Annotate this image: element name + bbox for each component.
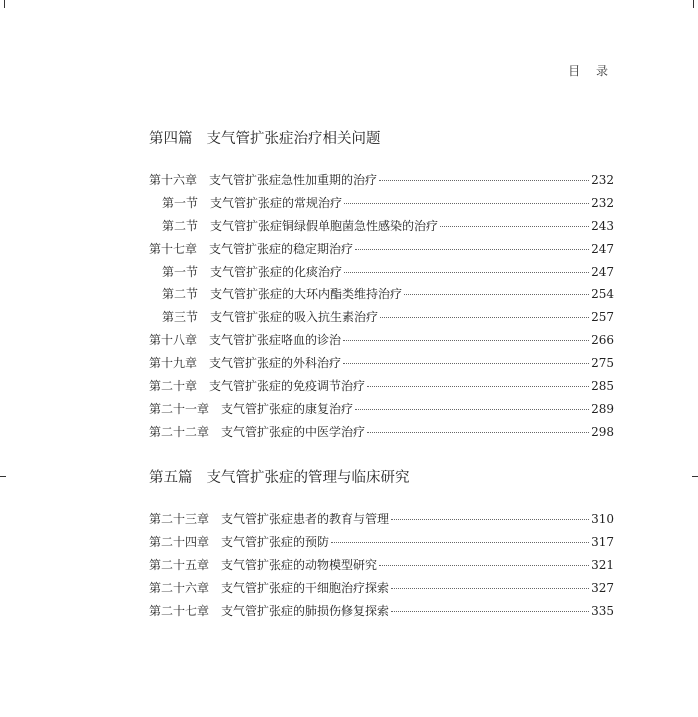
entry-page-number: 317 xyxy=(591,534,614,549)
entry-title: 支气管扩张症的大环内酯类维持治疗 xyxy=(210,287,403,302)
entry-title: 支气管扩张症的免疫调节治疗 xyxy=(209,379,366,394)
toc-chapter-entry[interactable] xyxy=(149,533,614,556)
entry-page-number: 266 xyxy=(591,333,614,348)
part-title xyxy=(149,466,410,487)
entry-page-number: 232 xyxy=(591,195,614,210)
crop-mark-mid-left xyxy=(0,476,6,477)
entry-number: 第一节 xyxy=(162,264,199,279)
dot-leader xyxy=(404,294,589,295)
dot-leader xyxy=(379,565,589,566)
entry-page-number: 257 xyxy=(591,310,614,325)
dot-leader xyxy=(440,226,589,227)
entry-page-number: 298 xyxy=(591,424,614,439)
toc-chapter-entry[interactable] xyxy=(149,331,614,354)
dot-leader xyxy=(391,588,589,589)
entry-number: 第十八章 xyxy=(149,333,198,348)
entry-page-number: 285 xyxy=(591,379,614,394)
entry-page-number: 310 xyxy=(591,512,614,526)
dot-leader xyxy=(343,340,589,341)
entry-title: 支气管扩张症患者的教育与管理 xyxy=(221,512,390,526)
toc-chapter-entry[interactable] xyxy=(149,171,614,194)
entry-title: 支气管扩张症的外科治疗 xyxy=(209,356,342,371)
entry-title: 支气管扩张症的化痰治疗 xyxy=(210,264,343,279)
entry-page-number: 335 xyxy=(591,603,614,618)
crop-mark-top-left xyxy=(4,0,5,8)
entry-page-number: 289 xyxy=(591,401,614,416)
entry-title: 支气管扩张症的常规治疗 xyxy=(210,195,343,210)
entry-title: 支气管扩张症的稳定期治疗 xyxy=(209,241,354,256)
dot-leader xyxy=(391,611,589,612)
toc-section-entry[interactable] xyxy=(149,263,614,286)
toc-chapter-entry[interactable] xyxy=(149,602,614,625)
toc-chapter-entry[interactable] xyxy=(149,579,614,602)
dot-leader xyxy=(391,519,589,520)
entry-title: 支气管扩张症咯血的诊治 xyxy=(209,333,342,348)
toc-list xyxy=(149,510,614,624)
part-number: 第五篇 xyxy=(149,470,193,486)
toc-list xyxy=(149,171,614,446)
entry-page-number: 247 xyxy=(591,241,614,256)
toc-chapter-entry[interactable] xyxy=(149,240,614,263)
toc-section-entry[interactable] xyxy=(149,308,614,331)
entry-page-number: 247 xyxy=(591,264,614,279)
entry-number: 第一节 xyxy=(162,195,199,210)
entry-page-number: 254 xyxy=(591,287,614,302)
entry-number: 第十九章 xyxy=(149,356,198,371)
entry-page-number: 275 xyxy=(591,356,614,371)
dot-leader xyxy=(331,542,589,543)
entry-number: 第三节 xyxy=(162,310,199,325)
dot-leader xyxy=(380,317,589,318)
entry-title: 支气管扩张症的干细胞治疗探索 xyxy=(221,580,390,595)
crop-mark-top-right xyxy=(693,0,694,8)
toc-section-entry[interactable] xyxy=(149,217,614,240)
entry-number: 第二十七章 xyxy=(149,603,210,618)
entry-title: 支气管扩张症的动物模型研究 xyxy=(221,557,378,572)
entry-number: 第二节 xyxy=(162,287,199,302)
toc-section-entry[interactable] xyxy=(149,194,614,217)
entry-number: 第二十章 xyxy=(149,379,198,394)
entry-number: 第二十三章 xyxy=(149,512,210,526)
entry-title: 支气管扩张症急性加重期的治疗 xyxy=(209,173,378,187)
dot-leader xyxy=(367,386,589,387)
part-name: 支气管扩张症的管理与临床研究 xyxy=(206,470,410,486)
entry-page-number: 321 xyxy=(591,557,614,572)
entry-title: 支气管扩张症的中医学治疗 xyxy=(221,424,366,439)
entry-title: 支气管扩张症的吸入抗生素治疗 xyxy=(210,310,379,325)
toc-chapter-entry[interactable] xyxy=(149,354,614,377)
dot-leader xyxy=(379,180,589,181)
part-name: 支气管扩张症治疗相关问题 xyxy=(206,131,381,147)
dot-leader xyxy=(367,432,589,433)
dot-leader xyxy=(344,203,589,204)
entry-page-number: 327 xyxy=(591,580,614,595)
entry-page-number: 232 xyxy=(591,173,614,187)
crop-mark-mid-right xyxy=(692,476,698,477)
entry-number: 第二十四章 xyxy=(149,534,210,549)
entry-number: 第二节 xyxy=(162,218,199,233)
entry-title: 支气管扩张症铜绿假单胞菌急性感染的治疗 xyxy=(210,218,439,233)
entry-number: 第十六章 xyxy=(149,173,198,187)
part-title xyxy=(149,127,381,148)
toc-section-entry[interactable] xyxy=(149,285,614,308)
entry-title: 支气管扩张症的肺损伤修复探索 xyxy=(221,603,390,618)
entry-number: 第二十一章 xyxy=(149,401,210,416)
entry-title: 支气管扩张症的康复治疗 xyxy=(221,401,354,416)
entry-title: 支气管扩张症的预防 xyxy=(221,534,330,549)
dot-leader xyxy=(343,363,589,364)
toc-chapter-entry[interactable] xyxy=(149,377,614,400)
entry-page-number: 243 xyxy=(591,218,614,233)
dot-leader xyxy=(355,409,589,410)
toc-chapter-entry[interactable] xyxy=(149,510,614,533)
entry-number: 第二十六章 xyxy=(149,580,210,595)
toc-chapter-entry[interactable] xyxy=(149,556,614,579)
entry-number: 第二十二章 xyxy=(149,424,210,439)
toc-chapter-entry[interactable] xyxy=(149,400,614,423)
entry-number: 第二十五章 xyxy=(149,557,210,572)
running-header: 目 录 xyxy=(568,64,614,78)
part-number: 第四篇 xyxy=(149,131,193,147)
dot-leader xyxy=(355,249,589,250)
entry-number: 第十七章 xyxy=(149,241,198,256)
toc-chapter-entry[interactable] xyxy=(149,423,614,446)
dot-leader xyxy=(344,272,589,273)
